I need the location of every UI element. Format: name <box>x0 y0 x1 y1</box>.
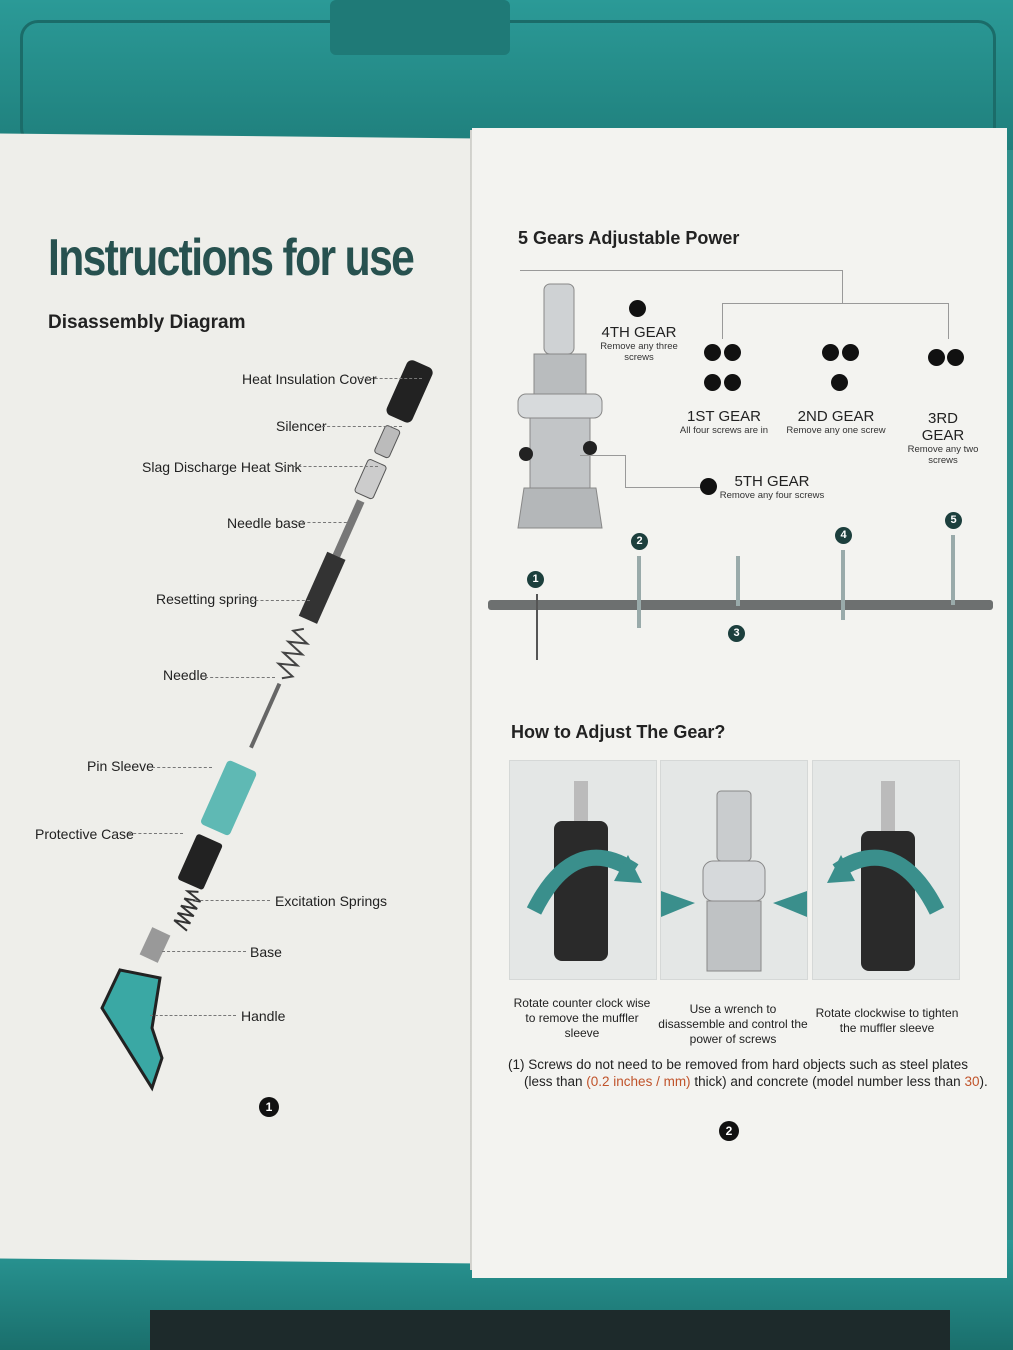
footnote <box>508 1056 988 1090</box>
part-label-pin-sleeve: Pin Sleeve <box>87 758 154 774</box>
gear-desc: All four screws are in <box>679 425 769 436</box>
step-caption-2: Use a wrench to disassemble and control the power of screws <box>658 1002 808 1046</box>
gear-4th <box>585 324 693 363</box>
leader-line <box>128 833 183 835</box>
gear-5th <box>718 473 826 501</box>
needle-mark-2 <box>637 556 641 628</box>
gear-desc: Remove any one screw <box>786 425 886 436</box>
screw-dot <box>629 300 646 317</box>
needle-part <box>249 683 281 749</box>
case-latch <box>330 0 510 55</box>
screw-dot <box>928 349 945 366</box>
connector-line <box>625 487 701 488</box>
page-number-left: 1 <box>259 1097 279 1117</box>
needle-mark-1 <box>536 594 538 660</box>
needle-mark-4 <box>841 550 845 620</box>
connector-line <box>842 270 843 304</box>
heat-sink-part <box>354 459 387 500</box>
connector-line <box>722 303 723 339</box>
gear-name: 2ND GEAR <box>797 408 875 425</box>
gear-desc: Remove any two screws <box>907 444 979 466</box>
footnote-line-2 <box>508 1073 988 1090</box>
footnote-text: (less than <box>524 1074 587 1089</box>
connector-line <box>580 455 626 456</box>
counter-clockwise-illustration <box>510 761 656 979</box>
part-label-needle: Needle <box>163 667 208 683</box>
part-label-silencer: Silencer <box>276 418 327 434</box>
gear-name: 1ST GEAR <box>687 408 761 425</box>
connector-line <box>625 455 626 487</box>
needle-base-body <box>299 552 346 624</box>
gear-desc: Remove any four screws <box>719 490 825 501</box>
screw-dot <box>822 344 839 361</box>
step-panel-2 <box>660 760 808 980</box>
silencer-part <box>374 425 401 459</box>
connector-line <box>520 270 843 271</box>
step-caption-1: Rotate counter clock wise to remove the muffler sleeve <box>513 996 651 1040</box>
footnote-text: thick) and concrete (model number less than <box>690 1074 965 1089</box>
gear-name: 5TH GEAR <box>734 473 810 490</box>
part-label-resetting-spring: Resetting spring <box>156 591 258 607</box>
leader-line <box>162 951 246 953</box>
part-label-handle: Handle <box>241 1008 286 1024</box>
leader-line <box>152 767 212 769</box>
page-number-right: 2 <box>719 1121 739 1141</box>
screw-dot <box>700 478 717 495</box>
disassembly-diagram <box>90 340 480 1100</box>
scale-number-1: 1 <box>527 571 544 588</box>
leader-line <box>322 426 402 428</box>
part-label-base: Base <box>250 944 282 960</box>
connector-line <box>722 303 949 304</box>
footnote-highlight-thickness: (0.2 inches / mm) <box>586 1074 691 1089</box>
needle-mark-3 <box>736 556 740 606</box>
leader-line <box>190 900 270 902</box>
part-label-needle-base: Needle base <box>227 515 306 531</box>
screw-dot <box>947 349 964 366</box>
scale-number-3: 3 <box>728 625 745 642</box>
screw-dot <box>842 344 859 361</box>
leader-line <box>297 522 352 524</box>
screw-dot <box>724 374 741 391</box>
part-label-heat-sink: Slag Discharge Heat Sink <box>142 459 302 475</box>
step-caption-3: Rotate clockwise to tighten the muffler sleeve <box>815 1006 959 1035</box>
gear-name: 4TH GEAR <box>601 324 677 341</box>
step-panel-3 <box>812 760 960 980</box>
base-part <box>140 927 171 963</box>
gear-desc: Remove any three screws <box>600 341 678 363</box>
power-scale-bar <box>488 600 993 610</box>
scale-number-2: 2 <box>631 533 648 550</box>
scale-number-4: 4 <box>835 527 852 544</box>
case-shadow <box>150 1310 950 1350</box>
leader-line <box>205 677 275 679</box>
resetting-spring-part <box>274 625 312 682</box>
part-label-protective-case: Protective Case <box>35 826 134 842</box>
gear-name: 3RD GEAR <box>921 410 965 444</box>
protective-case-part <box>177 833 223 890</box>
step-panel-1 <box>509 760 657 980</box>
scale-number-5: 5 <box>945 512 962 529</box>
leader-line <box>150 1015 236 1017</box>
wrench-illustration <box>661 761 807 979</box>
screw-dot <box>704 344 721 361</box>
clockwise-illustration <box>813 761 959 979</box>
disassembly-subtitle: Disassembly Diagram <box>48 312 246 333</box>
muffler-nozzle-illustration <box>512 278 612 543</box>
page-title: Instructions for use <box>48 229 414 287</box>
adjust-heading: How to Adjust The Gear? <box>511 722 726 742</box>
leader-line <box>245 600 310 602</box>
needle-base-part <box>333 499 365 557</box>
screw-dot <box>724 344 741 361</box>
footnote-highlight-model: 30 <box>964 1074 980 1089</box>
gear-1st <box>670 408 778 436</box>
excitation-springs-part <box>172 888 203 931</box>
handle-part <box>102 970 162 1088</box>
heat-insulation-cover-part <box>385 358 435 424</box>
gear-3rd <box>905 410 981 466</box>
connector-line <box>948 303 949 339</box>
footnote-line-1: (1) Screws do not need to be removed from hard objects such as steel plates <box>508 1057 968 1072</box>
gears-heading: 5 Gears Adjustable Power <box>518 228 740 248</box>
part-label-excitation-springs: Excitation Springs <box>275 893 388 909</box>
needle-mark-5 <box>951 535 955 605</box>
pin-sleeve-part <box>200 759 258 836</box>
leader-line <box>360 378 422 380</box>
leader-line <box>283 466 378 468</box>
footnote-text: ). <box>979 1074 988 1089</box>
gear-2nd <box>782 408 890 436</box>
screw-dot <box>704 374 721 391</box>
part-label-heat-insulation-cover: Heat Insulation Cover <box>242 371 377 387</box>
screw-dot <box>831 374 848 391</box>
